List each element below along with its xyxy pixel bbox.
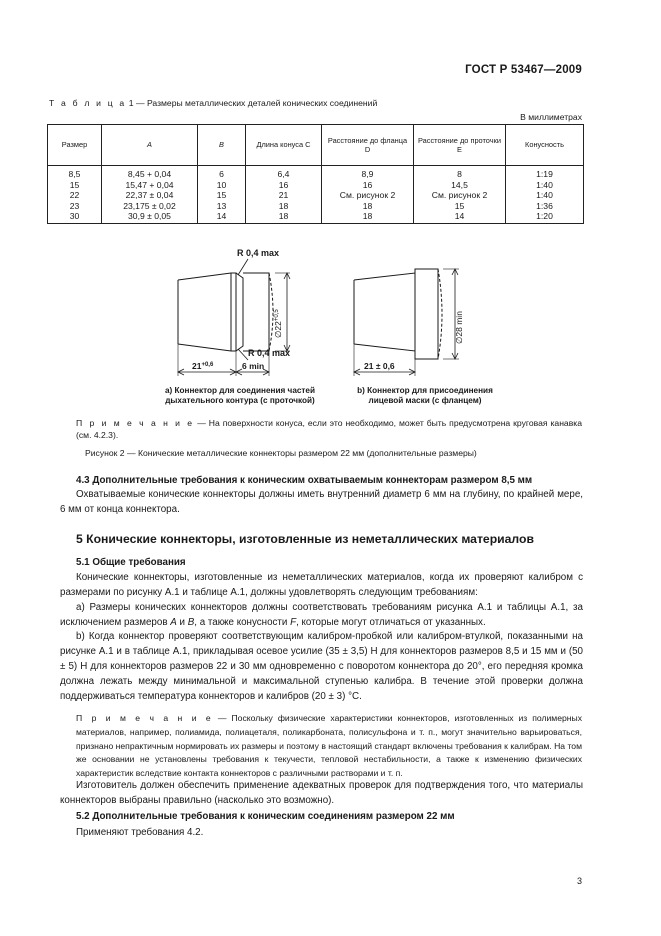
col-header-a: A: [102, 125, 198, 166]
table-cell: 18: [246, 201, 322, 212]
requirement-a-text: и: [176, 616, 188, 628]
requirement-a: [60, 601, 583, 631]
table-cell: 15,47 + 0,04: [102, 180, 198, 191]
table-cell: См. рисунок 2: [322, 190, 414, 201]
section-5-1-note: [76, 712, 582, 781]
table-cell: 14: [198, 211, 246, 223]
drawing-b-connector-with-flange: [354, 269, 464, 376]
table-cell: 23,175 ± 0,02: [102, 201, 198, 212]
table-cell: См. рисунок 2: [414, 190, 506, 201]
section-5-2-heading: 5.2 Дополнительные требования к коническим соединениям размером 22 мм: [76, 811, 455, 822]
section-5-1-heading: 5.1 Общие требования: [76, 557, 186, 568]
section-5-heading: 5 Конические коннекторы, изготовленные из неметаллических материалов: [76, 532, 534, 546]
table-cell: 10: [198, 180, 246, 191]
drawing-b-flange: [415, 269, 438, 359]
requirement-a-var-a: A: [170, 616, 177, 628]
requirement-a-text: , а также конусности: [194, 616, 291, 628]
table-header-row: [48, 125, 584, 166]
table-row: [48, 201, 584, 212]
drawing-a-min-label: 6 min: [242, 361, 265, 371]
table-row: [48, 211, 584, 223]
table-cell: 15: [414, 201, 506, 212]
section-5-1-intro: Конические коннекторы, изготовленные из неметаллических материалов, когда их проверяют калибром с размерами по рисунку А.1 и таблице А.1, должны удовлетворять следующим требованиям:: [60, 572, 583, 598]
col-header-size: Размер: [48, 125, 102, 166]
section-5-1-closing: Изготовитель должен обеспечить применение адекватных проверок для подтверждения того, что материалы коннекторов выбраны правильно (насколько это возможно).: [60, 780, 583, 806]
table-cell: 6,4: [246, 166, 322, 180]
figure-note-label: П р и м е ч а н и е: [76, 418, 195, 428]
table-cell: 6: [198, 166, 246, 180]
table-cell: 23: [48, 201, 102, 212]
figure-note: [76, 417, 582, 442]
dimensions-table: [47, 124, 584, 224]
table-cell: 30: [48, 211, 102, 223]
drawing-a-caption: [140, 386, 340, 407]
table-caption-label: Т а б л и ц а: [49, 98, 127, 108]
col-header-flange-distance: Расстояние до фланца D: [322, 125, 414, 166]
figure-caption: Рисунок 2 — Конические металлические коннекторы размером 22 мм (дополнительные размеры): [85, 448, 477, 458]
drawing-a-groove: [236, 273, 243, 351]
drawing-a-outline: [178, 273, 236, 351]
table-cell: 14,5: [414, 180, 506, 191]
table-cell: 30,9 ± 0,05: [102, 211, 198, 223]
table-cell: 8,9: [322, 166, 414, 180]
drawing-a-caption-line: дыхательного контура (с проточкой): [165, 396, 315, 406]
drawing-a-break-line: [269, 273, 273, 351]
col-header-groove-distance: Расстояние до проточки E: [414, 125, 506, 166]
section-5-2-text: Применяют требования 4.2.: [76, 827, 204, 838]
table-caption-text: — Размеры металлических деталей конических соединений: [135, 98, 378, 108]
drawing-b-outline: [354, 273, 415, 351]
drawing-a-caption-line: а) Коннектор для соединения частей: [164, 386, 316, 395]
requirement-a-text: , которые могут отличаться от указанных.: [296, 616, 486, 628]
requirement-a-var-f: F: [290, 616, 297, 628]
requirement-a-var-b: B: [187, 616, 195, 628]
table-cell: 21: [246, 190, 322, 201]
drawing-b-caption-line: лицевой маски (с фланцем): [368, 396, 482, 406]
table-cell: 16: [246, 180, 322, 191]
table-cell: 15: [198, 190, 246, 201]
table-caption-number: 1: [128, 98, 134, 108]
table-cell: 1:40: [506, 180, 584, 191]
table-cell: 1:19: [506, 166, 584, 180]
table-cell: 22,37 ± 0,04: [102, 190, 198, 201]
page-number: 3: [576, 876, 582, 886]
table-cell: 15: [48, 180, 102, 191]
drawing-b-break-line: [438, 269, 442, 359]
table-caption: [49, 98, 377, 108]
section-4-3-heading: 4.3 Дополнительные требования к коническим охватываемым коннекторам размером 8,5 мм: [76, 475, 533, 486]
table-cell: 18: [246, 211, 322, 223]
table-cell: 18: [322, 201, 414, 212]
table-row: [48, 166, 584, 180]
table-units: В миллиметрах: [520, 112, 582, 122]
table-cell: 13: [198, 201, 246, 212]
drawing-a-diameter-label: $\emptyset 22^{+0,5}$: [273, 309, 283, 338]
col-header-cone-length: Длина конуса C: [246, 125, 322, 166]
drawing-a-radius-bottom-label: R 0,4 max: [248, 348, 291, 358]
table-cell: 8,45 + 0,04: [102, 166, 198, 180]
requirement-b: b) Когда коннектор проверяют соответствующим калибром-пробкой или калибром-втулкой, показанными на рисунке А.1 и в таблице А.1, прикладывая осевое усилие (35 ± 3,5) Н для коннекторов размеров 8,5 и 15 мм и (50 ± 5) Н для коннекторов размеров 22 и 30 мм одновременно с поворотом коннектора до 20°, его передняя кромка должна лежать между минимальной и максимальной ступенью калибра. В течение этой проверки должна поддерживаться температура коннекторов и калибров (20 ± 3) °С.: [60, 631, 583, 702]
section-5-1-note-label: П р и м е ч а н и е: [76, 713, 213, 723]
drawing-a-body: [243, 273, 269, 351]
drawing-b-caption-line: b) Коннектор для присоединения: [357, 386, 493, 395]
col-header-b: B: [198, 125, 246, 166]
table-cell: 14: [414, 211, 506, 223]
table-cell: 18: [322, 211, 414, 223]
table-cell: 16: [322, 180, 414, 191]
section-4-3-text: Охватываемые конические коннекторы должны иметь внутренний диаметр 6 мм на глубину, по крайней мере, 6 мм от конца коннектора.: [60, 489, 583, 515]
col-header-taper: Конусность: [506, 125, 584, 166]
requirement-a-text: а) Размеры конических коннекторов должны соответствовать требованиям рисунка А.1 и таблицы А.1, за исключением размеров: [60, 602, 583, 628]
drawing-b-caption: [330, 386, 520, 407]
drawing-a-connector-with-groove: [178, 248, 290, 376]
table-row: [48, 190, 584, 201]
drawing-b-length-label: 21 ± 0,6: [364, 361, 395, 371]
figure-note-text: — На поверхности конуса, если это необходимо, может быть предусмотрена круговая канавка (см. 4.2.3).: [76, 418, 583, 441]
table-cell: 8,5: [48, 166, 102, 180]
drawing-b-diameter-label: ∅28 min: [454, 311, 464, 344]
table-cell: 8: [414, 166, 506, 180]
table-row: [48, 180, 584, 191]
drawing-a-length-label: $21^{+0,6}$: [192, 361, 214, 371]
table-cell: 1:40: [506, 190, 584, 201]
table-cell: 1:36: [506, 201, 584, 212]
section-5-1-note-text: — Поскольку физические характеристики коннекторов, изготовленных из полимерных материалов, например, полиамида, полиацеталя, поликарбоната, полисульфона и т. п., могут значительно варьироваться, признано непрактичным нормировать их размеры и поэтому в настоящий стандарт включены требования к калибрам. На том же основании не установлены требования к текучести, тепловой нестабильности, а также к изменению физических характеристик вследствие контакта коннекторов с различными растворами и т. п.: [76, 713, 582, 778]
drawing-a-radius-top-label: R 0,4 max: [237, 248, 280, 258]
table-cell: 1:20: [506, 211, 584, 223]
document-id: ГОСТ Р 53467—2009: [465, 64, 582, 76]
table-cell: 22: [48, 190, 102, 201]
